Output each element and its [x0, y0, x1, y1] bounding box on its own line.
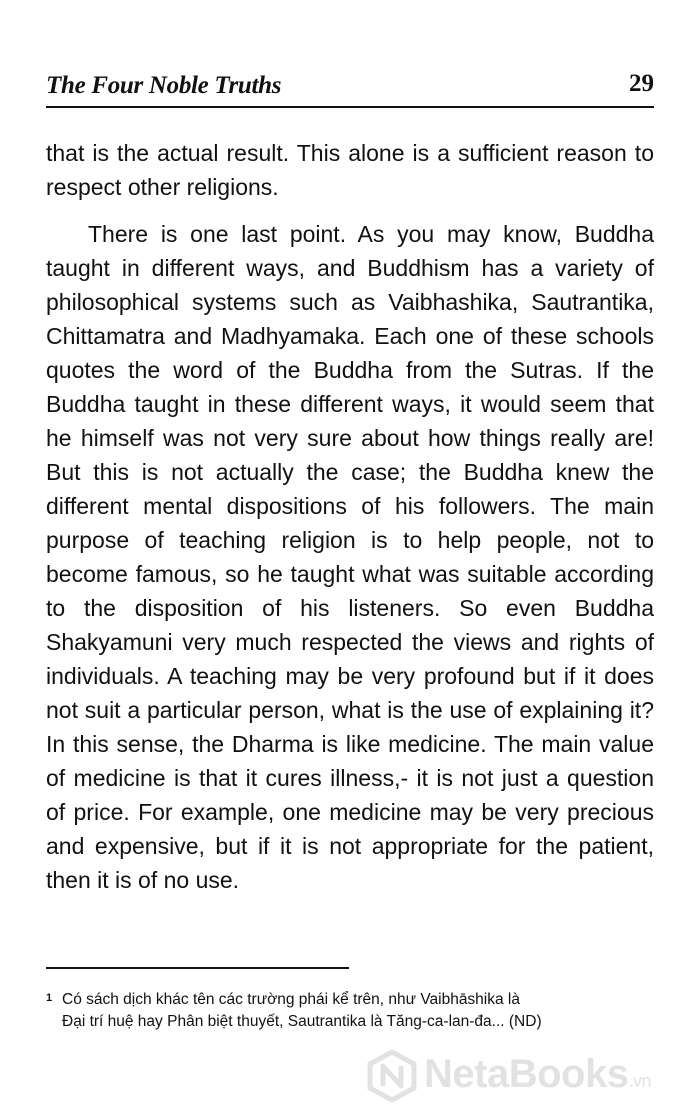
watermark — [366, 1046, 686, 1106]
running-head — [46, 72, 654, 106]
page-number: 29 — [629, 70, 654, 97]
footnote-marker: 1 — [46, 992, 53, 1004]
paragraph: There is one last point. As you may know, Buddha taught in different ways, and Buddhism has a variety of philosophical systems such as Vaibhashika, Sautrantika, Chittamatra and Madhyamaka. Each one of these schools quotes the word of the Buddha from the Sutras. If the Buddha taught in these different ways, it would seem that he himself was not very sure about how things really are! But this is not actually the case; the Buddha knew the different mental dispositions of his followers. The main purpose of teaching religion is to help people, not to become famous, so he taught what was suitable according to the disposition of his listeners. So even Buddha Shakyamuni very much respected the views and rights of individuals. A teaching may be very profound but if it does not suit a particular person, what is the use of explaining it? In this sense, the Dharma is like medicine. The main value of medicine is that it cures illness,- it is not just a question of price. For example, one medicine may be very precious and expensive, but if it is not appropriate for the patient, then it is of no use. — [46, 221, 654, 893]
footnote-text: Có sách dịch khác tên các trường phái kể trên, như Vaibhāshika là — [62, 991, 520, 1008]
footnote-text: Đại trí huệ hay Phân biệt thuyết, Sautrantika là Tăng-ca-lan-đa... (ND) — [62, 1013, 542, 1030]
footnote-line — [46, 1011, 656, 1033]
header-rule — [46, 106, 654, 108]
body-text — [46, 136, 654, 897]
footnote-line — [46, 989, 656, 1011]
chapter-title: The Four Noble Truths — [46, 72, 282, 99]
footnote — [46, 989, 656, 1033]
watermark-text — [424, 1052, 651, 1097]
netabooks-logo-icon — [366, 1050, 418, 1102]
paragraph: that is the actual result. This alone is a sufficient reason to respect other religions. — [46, 140, 654, 200]
watermark-suffix: .vn — [628, 1071, 651, 1091]
footnote-rule — [46, 967, 349, 969]
watermark-brand: NetaBooks — [424, 1052, 629, 1096]
